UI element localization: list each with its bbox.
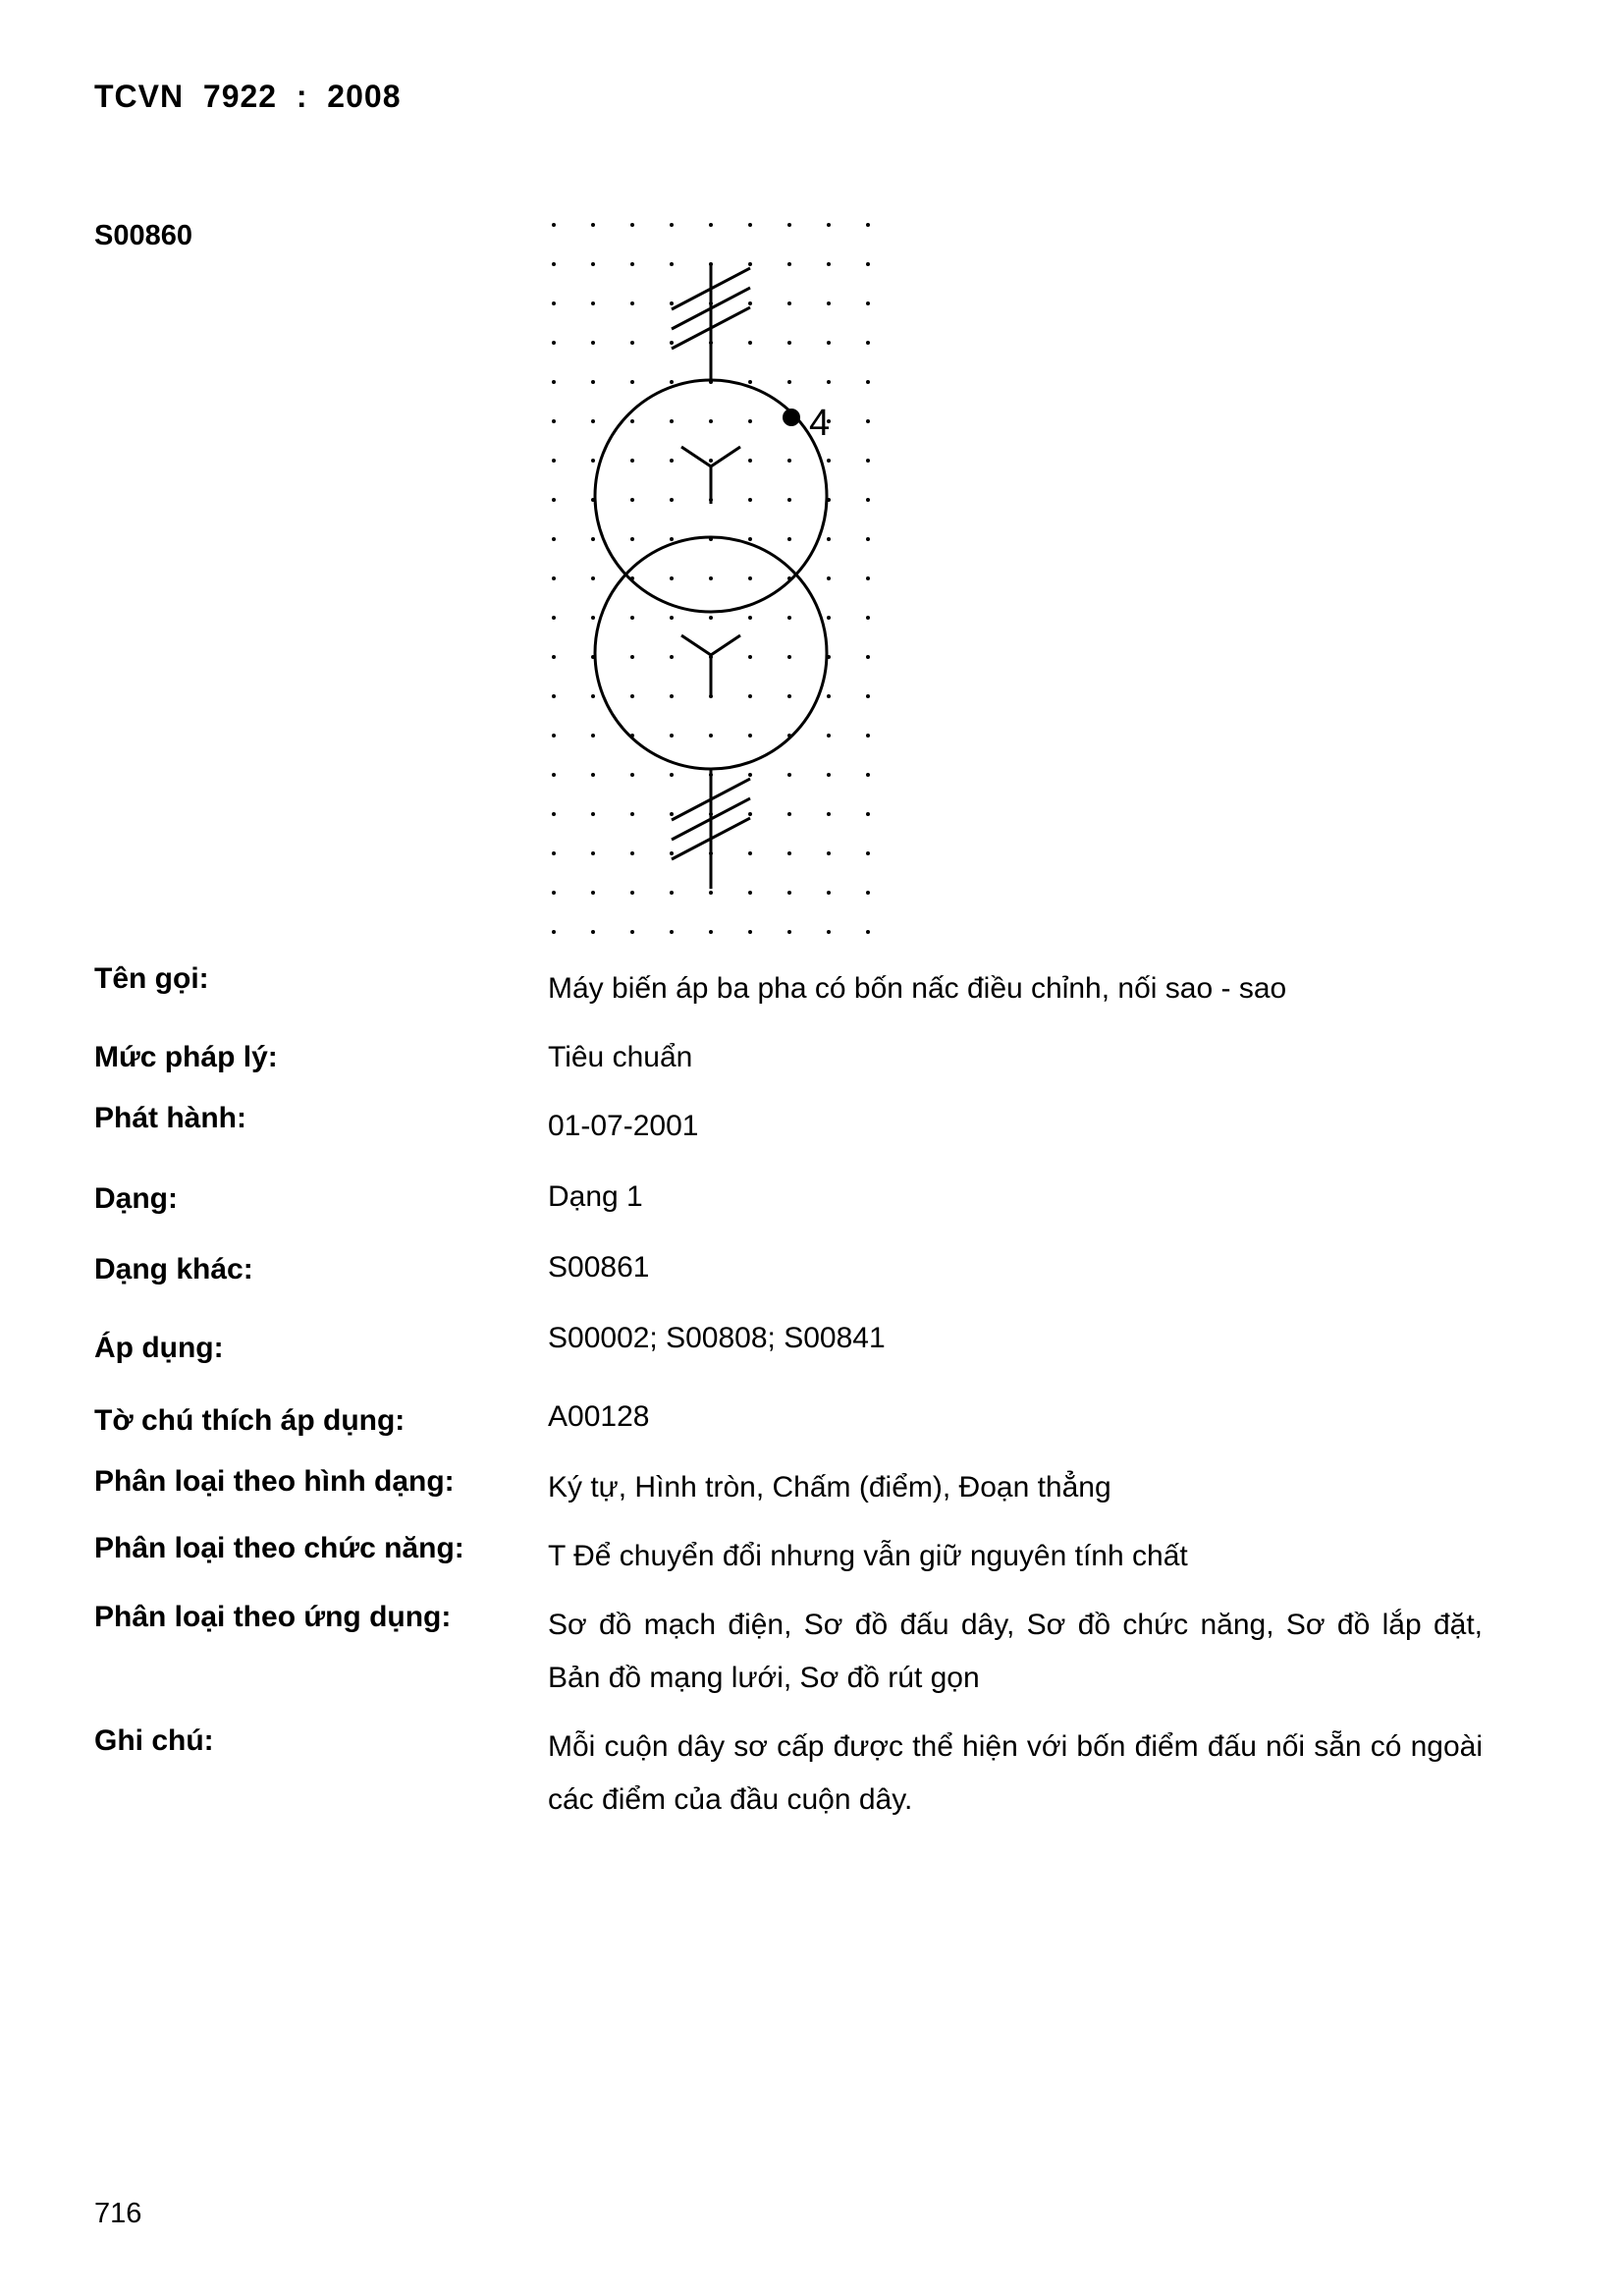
phan-loai-ung-dung-value: Sơ đồ mạch điện, Sơ đồ đấu dây, Sơ đồ chức năng, Sơ đồ lắp đặt, Bản đồ mạng lưới, Sơ đồ rút gọn (548, 1609, 1483, 1694)
phan-loai-chuc-nang-label: Phân loại theo chức năng: (94, 1532, 464, 1564)
muc-phap-ly-label: Mức pháp lý: (94, 1041, 278, 1073)
bottom-three-phase-lead (672, 769, 750, 889)
page-number: 716 (94, 2198, 142, 2229)
phan-loai-chuc-nang-value: T Để chuyển đổi nhưng vẫn giữ nguyên tính chất (548, 1540, 1188, 1572)
muc-phap-ly-value: Tiêu chuẩn (548, 1041, 693, 1073)
to-chu-thich-label: Tờ chú thích áp dụng: (94, 1404, 406, 1437)
ap-dung-label: Áp dụng: (94, 1332, 224, 1364)
dang-khac-value: S00861 (548, 1251, 650, 1284)
tap-point-dot (783, 409, 800, 426)
dang-value: Dạng 1 (548, 1180, 643, 1213)
primary-star-symbol (681, 447, 740, 504)
ghi-chu-label: Ghi chú: (94, 1724, 214, 1757)
tap-count-label: 4 (809, 403, 831, 444)
ap-dung-value: S00002; S00808; S00841 (548, 1322, 886, 1354)
phan-loai-hinh-dang-value: Ký tự, Hình tròn, Chấm (điểm), Đoạn thẳng (548, 1471, 1111, 1503)
document-header: TCVN 7922 : 2008 (94, 79, 402, 114)
secondary-star-symbol (681, 635, 740, 696)
transformer-symbol (530, 211, 884, 948)
ten-goi-label: Tên gọi: (94, 962, 209, 995)
phan-loai-hinh-dang-label: Phân loại theo hình dạng: (94, 1465, 455, 1498)
phan-loai-ung-dung-label: Phân loại theo ứng dụng: (94, 1601, 452, 1633)
phat-hanh-label: Phát hành: (94, 1102, 246, 1134)
dang-label: Dạng: (94, 1182, 178, 1215)
phat-hanh-value: 01-07-2001 (548, 1110, 699, 1142)
dang-khac-label: Dạng khác: (94, 1253, 253, 1285)
symbol-code: S00860 (94, 220, 192, 251)
ten-goi-value: Máy biến áp ba pha có bốn nấc điều chỉnh, nối sao - sao (548, 972, 1287, 1005)
to-chu-thich-value: A00128 (548, 1400, 650, 1433)
top-three-phase-lead (672, 265, 750, 383)
ghi-chu-value: Mỗi cuộn dây sơ cấp được thể hiện với bốn điểm đấu nối sẵn có ngoài các điểm của đầu cuộn dây. (548, 1730, 1483, 1816)
